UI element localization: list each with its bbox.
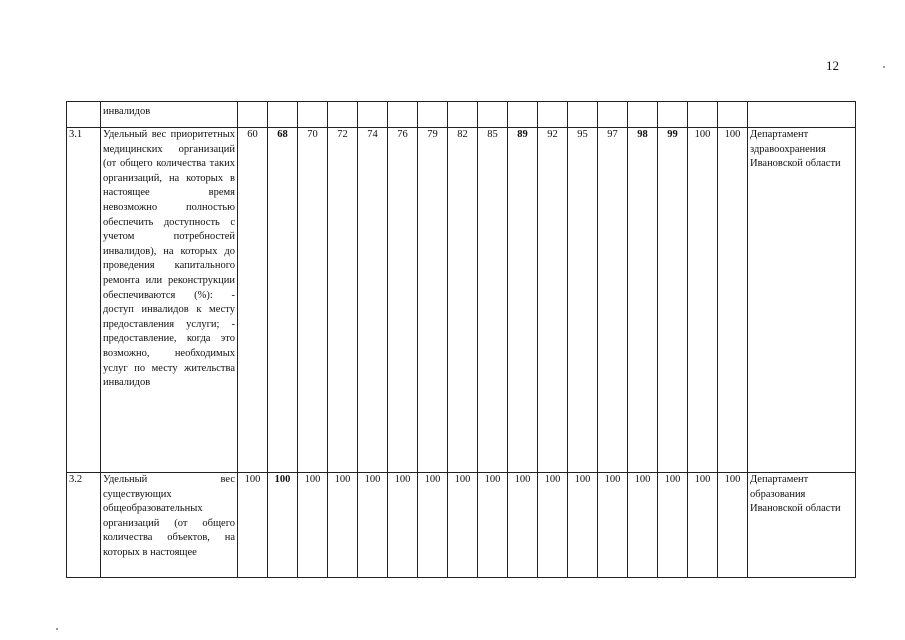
scan-speck: [883, 66, 885, 68]
value-cell: [418, 102, 448, 128]
value-cell: 100: [568, 473, 598, 578]
value-cell: 100: [628, 473, 658, 578]
value-cell: [388, 102, 418, 128]
value-cell: [328, 102, 358, 128]
value-cell: 100: [328, 473, 358, 578]
value-cell: [628, 102, 658, 128]
row-index: 3.2: [67, 473, 101, 578]
value-cell: [238, 102, 268, 128]
value-cell: 100: [538, 473, 568, 578]
value-cell: 100: [508, 473, 538, 578]
value-cell: 68: [268, 128, 298, 473]
value-cell: 100: [688, 473, 718, 578]
value-cell: 100: [478, 473, 508, 578]
value-cell: [658, 102, 688, 128]
row-index: [67, 102, 101, 128]
value-cell: [298, 102, 328, 128]
value-cell: 82: [448, 128, 478, 473]
indicator-description: Удельный вес приоритетных медицинских организаций (от общего количества таких организаций, на которых в настоящее время невозможно полностью обеспечить доступность с учетом потребностей инвалидов), на которых до проведения капитального ремонта или реконструкции обеспечиваются (%): - доступ инвалидов к месту предоставления услуги; - предоставление, когда это возможно, необходимых услуг по месту жительства инвалидов: [101, 128, 238, 473]
value-cell: 97: [598, 128, 628, 473]
value-cell: 60: [238, 128, 268, 473]
value-cell: 100: [598, 473, 628, 578]
value-cell: 100: [388, 473, 418, 578]
indicator-description: инвалидов: [101, 102, 238, 128]
value-cell: 100: [238, 473, 268, 578]
value-cell: 100: [718, 473, 748, 578]
value-cell: 79: [418, 128, 448, 473]
value-cell: [478, 102, 508, 128]
value-cell: [688, 102, 718, 128]
value-cell: [538, 102, 568, 128]
table-row: [67, 128, 856, 473]
value-cell: 70: [298, 128, 328, 473]
value-cell: 95: [568, 128, 598, 473]
table-row: [67, 473, 856, 578]
value-cell: 99: [658, 128, 688, 473]
value-cell: [268, 102, 298, 128]
value-cell: [718, 102, 748, 128]
value-cell: [598, 102, 628, 128]
responsible-department: Департамент здравоохранения Ивановской области: [748, 128, 856, 473]
value-cell: 89: [508, 128, 538, 473]
value-cell: 92: [538, 128, 568, 473]
value-cell: 72: [328, 128, 358, 473]
value-cell: [358, 102, 388, 128]
responsible-department: [748, 102, 856, 128]
value-cell: 76: [388, 128, 418, 473]
page-number: 12: [826, 58, 839, 73]
value-cell: 100: [418, 473, 448, 578]
value-cell: 100: [688, 128, 718, 473]
indicator-description: Удельный вес существующих общеобразовательных организаций (от общего количества объектов, на которых в настоящее: [101, 473, 238, 578]
value-cell: 100: [718, 128, 748, 473]
value-cell: 100: [268, 473, 298, 578]
value-cell: 74: [358, 128, 388, 473]
value-cell: [448, 102, 478, 128]
row-index: 3.1: [67, 128, 101, 473]
scan-speck: [56, 628, 58, 630]
value-cell: 100: [448, 473, 478, 578]
value-cell: [568, 102, 598, 128]
value-cell: 100: [658, 473, 688, 578]
responsible-department: Департамент образования Ивановской области: [748, 473, 856, 578]
value-cell: 100: [298, 473, 328, 578]
table-row: [67, 102, 856, 128]
indicator-table: [66, 101, 856, 578]
value-cell: [508, 102, 538, 128]
value-cell: 98: [628, 128, 658, 473]
value-cell: 100: [358, 473, 388, 578]
value-cell: 85: [478, 128, 508, 473]
